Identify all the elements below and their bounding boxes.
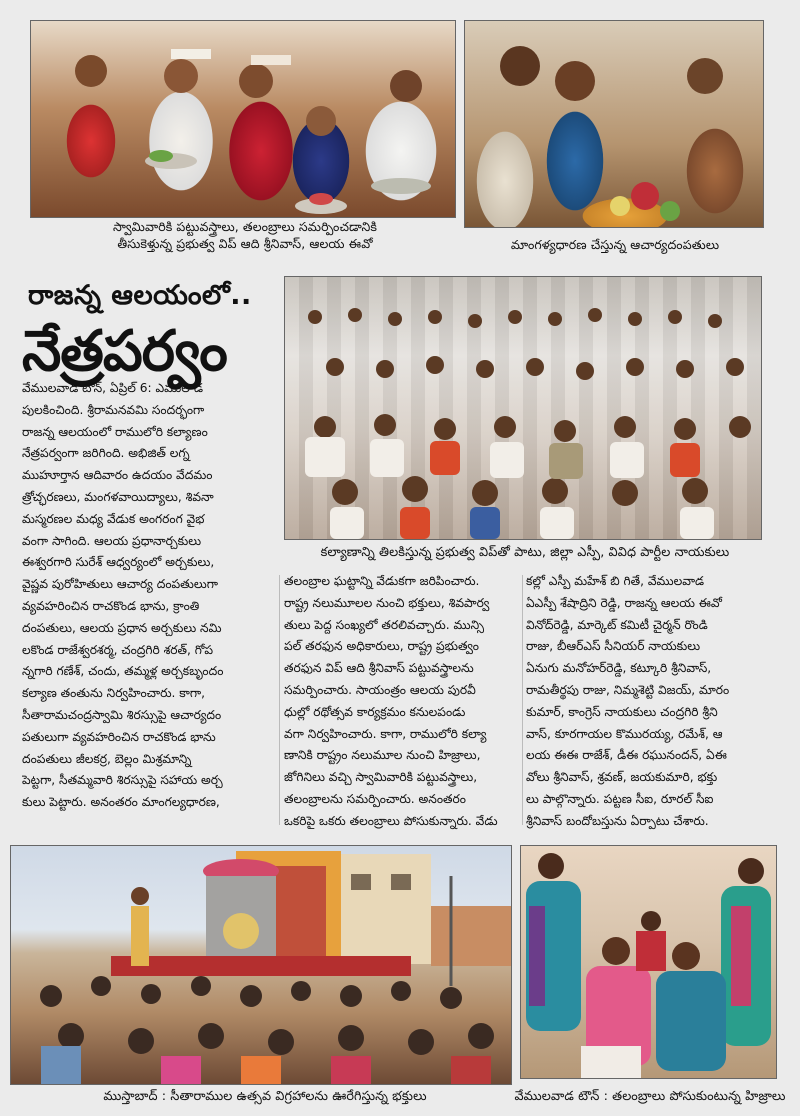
- caption-top-left-line1: స్వామివారికి పట్టువస్త్రాలు, తలంబ్రాలు సమర్పించడానికి: [112, 219, 378, 234]
- article-line: వంగా సాగింది. ఆలయ ప్రధానార్చకులు: [22, 533, 202, 548]
- photo-hijras-talambralu: [520, 845, 777, 1079]
- column-divider: [279, 575, 280, 825]
- headline-main: నేత్రపర్వం: [22, 319, 227, 384]
- photo-procession-illustration: [31, 21, 455, 217]
- article-line: పులకించింది. శ్రీరామనవమి సందర్భంగా: [22, 402, 205, 417]
- article-line: రాష్ట్ర నలుమూలల నుంచి భక్తులు, శివపార్వ: [284, 595, 490, 610]
- photo-crowd-watching-kalyanam: [284, 276, 762, 540]
- article-line: రామతీర్థపు రాజు, నిమ్మశెట్టి విజయ్, మారం: [526, 682, 730, 697]
- article-line: న్నగారి గణేశ్, చందు, తమ్మళ్ల అర్చకబృందం: [22, 664, 224, 679]
- article-line: దంపతులు, ఆలయ ప్రధాన అర్చకులు నమి: [22, 620, 222, 635]
- article-line: తరఫున విప్ ఆది శ్రీనివాస్ పట్టువస్త్రాలను: [284, 661, 474, 676]
- article-line: పల్ తరఫున అధికారులు, రాష్ట్ర ప్రభుత్వం: [284, 639, 479, 654]
- column-divider: [522, 575, 523, 825]
- photo-crowd-illustration: [285, 277, 761, 539]
- article-line: ఏనుగు మనోహర్‌రెడ్డి, కట్కూరి శ్రీనివాస్,: [526, 661, 712, 676]
- article-line: పతులుగా వ్యవహరించిన రాచకొండ భాను: [22, 729, 216, 744]
- article-line: తులు పెద్ద సంఖ్యలో తరలివచ్చారు. మున్సి: [284, 617, 485, 632]
- article-line: నేత్రపర్వంగా జరిగింది. అభిజిత్ లగ్న: [22, 446, 190, 461]
- caption-bottom-right: వేములవాడ టౌన్ : తలంబ్రాలు పోసుకుంటున్న హిజ్రాలు: [514, 1089, 786, 1104]
- article-line: వ్యవహరించిన రాచకొండ భాను, క్రాంతి: [22, 598, 200, 613]
- article-line: కుమార్, కాంగ్రెస్ నాయకులు చంద్రగిరి శ్రీని: [526, 704, 718, 719]
- article-line: ఏఎస్పీ శేషాద్రిని రెడ్డి, రాజన్న ఆలయ ఈవో: [526, 595, 722, 610]
- article-column-3: [526, 571, 766, 833]
- article-line: వినోద్‌రెడ్డి, మార్కెట్ కమిటీ చైర్మన్ రొండి: [526, 617, 708, 632]
- photo-ritual-illustration: [465, 21, 763, 227]
- article-line: కల్లో ఎస్పీ మహేశ్ బి గితే, వేములవాడ: [526, 574, 705, 588]
- photo-mustabad-procession: [10, 845, 512, 1085]
- article-line: కల్యాణ తంతును నిర్వహించారు. కాగా,: [22, 686, 205, 701]
- caption-bottom-left: ముస్తాబాద్ : సీతారాముల ఉత్సవ విగ్రహాలను ఊరేగిస్తున్న భక్తులు: [103, 1089, 427, 1104]
- article-line: లకొండ రాజేశ్వరశర్మ, చంద్రగిరి శరత్, గోప: [22, 642, 214, 657]
- article-line: ఒకరిపై ఒకరు తలంబ్రాలు పోసుకున్నారు. వేడు: [284, 813, 498, 828]
- article-line: తలంబ్రాలను సమర్పించారు. అనంతరం: [284, 791, 466, 806]
- article-line: లయ ఈఈ రాజేశ్, డీఈ రఘునందన్, ఏఈ: [526, 748, 727, 763]
- article-line: సమర్పించారు. సాయంత్రం ఆలయ పురవీ: [284, 682, 476, 697]
- article-line: మస్మరణల మధ్య వేడుక అంగరంగ వైభ: [22, 511, 205, 526]
- article-line: సీతారామచంద్రస్వామి శిరస్సుపై ఆచార్యదం: [22, 707, 222, 722]
- article-column-2: [284, 571, 520, 833]
- caption-top-left-line2: తీసుకెళ్తున్న ప్రభుత్వ విప్ ఆది శ్రీనివాస్, ఆలయ ఈవో: [117, 236, 373, 251]
- article-column-1: [22, 378, 277, 814]
- article-line: కులు పెట్టారు. అనంతరం మాంగల్యధారణ,: [22, 795, 220, 810]
- article-line: రాజన్న ఆలయంలో రాములోరి కల్యాణం: [22, 424, 208, 439]
- article-line: వగా నిర్వహించారు. కాగా, రాములోరి కల్యా: [284, 726, 487, 741]
- photo-mangalya-dharana: [464, 20, 764, 228]
- caption-center: కల్యాణాన్ని తిలకిస్తున్న ప్రభుత్వ విప్‌తో పాటు, జిల్లా ఎస్పీ, వివిధ పార్టీల నాయకులు: [320, 545, 730, 560]
- article-line: ణానికి రాష్ట్రం నలుమూల నుంచి హిజ్రాలు,: [284, 748, 481, 763]
- article-line: వాస్, కూరగాయల కొమురయ్య, రమేశ్, ఆ: [526, 726, 723, 741]
- photo-procession-with-silk-robes: [30, 20, 456, 218]
- article-line: జోగినిలు వచ్చి స్వామివారికి పట్టువస్త్రాలు,: [284, 770, 478, 785]
- photo-procession-street-illustration: [11, 846, 511, 1084]
- article-line: లు పాల్గొన్నారు. పట్టణ సీఐ, రూరల్ సీఐ: [526, 791, 714, 806]
- article-line: వోలు శ్రీనివాస్, శ్రవణ్, జయకుమారి, భక్తు: [526, 770, 718, 785]
- headline-kicker: రాజన్న ఆలయంలో..: [28, 280, 252, 311]
- caption-top-left: [40, 218, 450, 252]
- article-line: త్రోచ్ఛరణలు, మంగళవాయిద్యాలు, శివనా: [22, 489, 214, 504]
- article-line: ధుల్లో రథోత్సవ కార్యక్రమం కనులపండు: [284, 704, 466, 719]
- article-line: ఈశ్వరగారి సురేశ్ ఆధ్వర్యంలో అర్చకులు,: [22, 555, 215, 570]
- article-line: వేములవాడ టౌన్, ఏప్రిల్ 6: ఎములాడ: [22, 381, 204, 395]
- article-line: ముహూర్తాన ఆదివారం ఉదయం వేదమం: [22, 468, 213, 483]
- photo-women-sarees-illustration: [521, 846, 776, 1078]
- article-line: దంపతులు జీలకర్ర, బెల్లం మిశ్రమాన్ని: [22, 751, 192, 766]
- article-line: తలంబ్రాల ఘట్టాన్ని వేడుకగా జరిపించారు.: [284, 574, 480, 588]
- article-line: రాజు, బీఆర్‌ఎస్ సీనియర్ నాయకులు: [526, 639, 701, 654]
- article-line: శ్రీనివాస్ బందోబస్తును ఏర్పాటు చేశారు.: [526, 813, 709, 828]
- article-line: పెట్టగా, సీతమ్మవారి శిరస్సుపై సహాయ అర్చ: [22, 773, 223, 788]
- article-line: వైష్ణవ పురోహితులు ఆచార్య దంపతులుగా: [22, 577, 218, 592]
- caption-top-right: మాంగళ్యధారణ చేస్తున్న ఆచార్యదంపతులు: [510, 237, 720, 252]
